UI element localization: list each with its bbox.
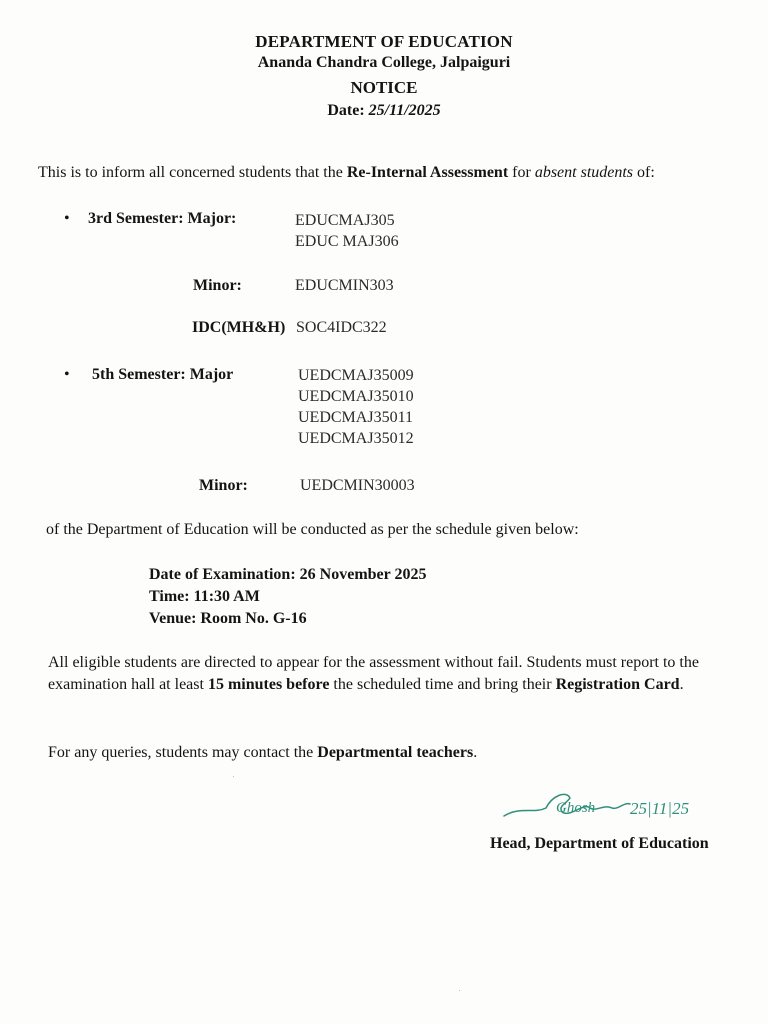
intro-italic: absent students <box>534 164 634 181</box>
sem3-minor-code: EDUCMIN303 <box>295 277 394 294</box>
sem5-minor-label: Minor: <box>199 477 248 494</box>
intro-text-3: of: <box>633 164 655 181</box>
exam-date: Date of Examination: 26 November 2025 <box>149 566 427 583</box>
intro-text-2: for <box>508 164 535 181</box>
exam-time: Time: 11:30 AM <box>149 588 260 605</box>
sem5-major-code-4: UEDCMAJ35012 <box>298 430 414 447</box>
department-title: DEPARTMENT OF EDUCATION <box>255 32 513 51</box>
notice-date <box>0 102 768 120</box>
instructions-bold-2: Registration Card <box>555 676 680 693</box>
signatory-designation: Head, Department of Education <box>490 835 709 852</box>
sem3-bullet: • <box>64 210 70 227</box>
queries-line <box>48 744 477 762</box>
sem5-bullet: • <box>64 366 70 383</box>
exam-venue: Venue: Room No. G-16 <box>149 610 307 627</box>
sem3-idc-label: IDC(MH&H) <box>192 319 286 336</box>
scan-speck <box>459 990 460 991</box>
sem3-major-code-1: EDUCMAJ305 <box>295 212 395 229</box>
queries-text-1: For any queries, students may contact the <box>48 744 318 761</box>
intro-text-1: This is to inform all concerned students that the <box>38 164 347 181</box>
instructions-text-1: All eligible students are directed to appear for the assessment without fail. Students must report to the examination hall at least <box>48 654 699 693</box>
scan-speck <box>233 776 234 777</box>
instructions-paragraph <box>48 652 720 696</box>
date-value: 25/11/2025 <box>368 102 441 119</box>
intro-bold: Re-Internal Assessment <box>346 164 509 181</box>
sem3-idc-code: SOC4IDC322 <box>296 319 387 336</box>
instructions-text-3: . <box>679 676 684 693</box>
sem3-major-code-2: EDUC MAJ306 <box>295 233 399 250</box>
queries-bold: Departmental teachers <box>317 744 474 761</box>
instructions-text-2: the scheduled time and bring their <box>329 676 556 693</box>
sem3-label: 3rd Semester: Major: <box>88 210 237 227</box>
signature-mark <box>500 782 730 830</box>
intro-line <box>38 164 655 182</box>
sem5-major-code-1: UEDCMAJ35009 <box>298 367 414 384</box>
signature-date: 25|11|25 <box>630 799 690 818</box>
sem5-minor-code: UEDCMIN30003 <box>300 477 415 494</box>
instructions-bold-1: 15 minutes before <box>207 676 330 693</box>
notice-heading: NOTICE <box>350 78 418 97</box>
sem5-major-code-3: UEDCMAJ35011 <box>298 409 413 426</box>
queries-text-2: . <box>473 744 478 761</box>
sem5-major-code-2: UEDCMAJ35010 <box>298 388 414 405</box>
sem3-minor-label: Minor: <box>193 277 242 294</box>
schedule-intro: of the Department of Education will be conducted as per the schedule given below: <box>46 521 579 538</box>
date-label: Date: <box>327 102 365 119</box>
college-name: Ananda Chandra College, Jalpaiguri <box>257 54 511 71</box>
signature-name: Ghosh <box>556 800 596 816</box>
sem5-label: 5th Semester: Major <box>92 366 234 383</box>
